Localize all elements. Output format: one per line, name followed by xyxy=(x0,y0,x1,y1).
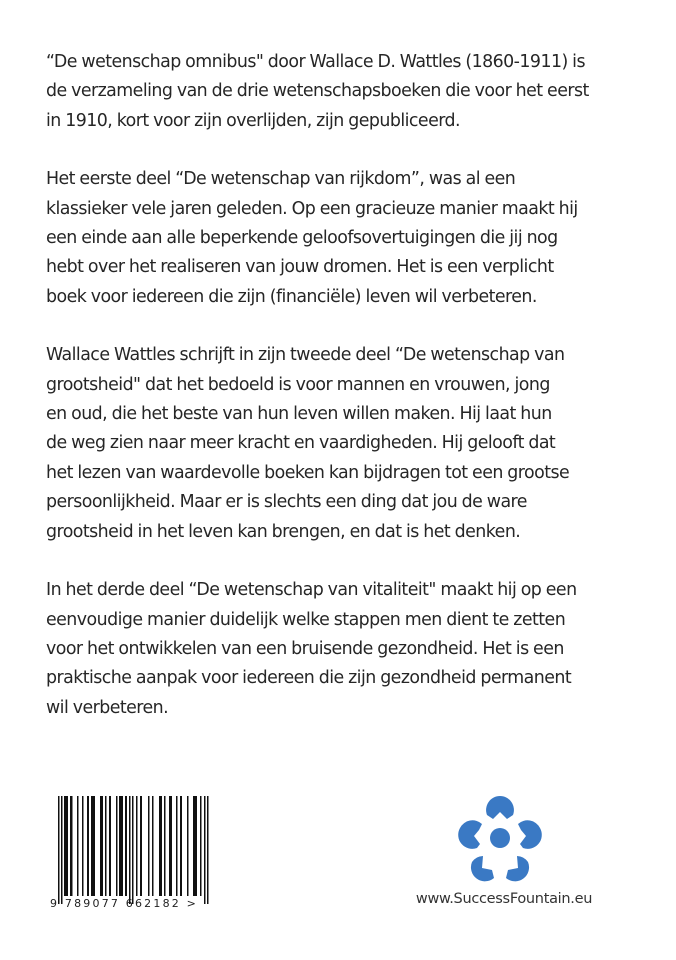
text-line: voor het ontwikkelen van een bruisende gezondheid. Het is een xyxy=(46,638,564,659)
publisher-website: www.SuccessFountain.eu xyxy=(415,891,593,907)
text-line: grootsheid" dat het bedoeld is voor mannen en vrouwen, jong xyxy=(46,374,550,395)
barcode-digits: 9 789077 662182 > xyxy=(50,897,199,910)
text-line: het lezen van waardevolle boeken kan bijdragen tot een grootse xyxy=(46,462,570,483)
paragraph-part-three xyxy=(46,576,656,723)
text-line: hebt over het realiseren van jouw dromen. Het is een verplicht xyxy=(46,257,554,278)
text-line: Het eerste deel “De wetenschap van rijkdom”, was al een xyxy=(46,169,516,190)
text-line: In het derde deel “De wetenschap van vitaliteit" maakt hij op een xyxy=(46,580,577,601)
paragraph-part-two xyxy=(46,341,656,547)
text-line: Wallace Wattles schrijft in zijn tweede deel “De wetenschap van xyxy=(46,345,565,366)
isbn-barcode xyxy=(50,796,230,911)
text-line: persoonlijkheid. Maar er is slechts een ding dat jou de ware xyxy=(46,492,527,513)
text-line: boek voor iedereen die zijn (financiële) leven wil verbeteren. xyxy=(46,286,537,307)
text-line: grootsheid in het leven kan brengen, en dat is het denken. xyxy=(46,521,521,542)
paragraph-part-one xyxy=(46,165,656,312)
text-line: de verzameling van de drie wetenschapsboeken die voor het eerst xyxy=(46,81,589,102)
text-line: in 1910, kort voor zijn overlijden, zijn gepubliceerd. xyxy=(46,110,460,131)
text-line: en oud, die het beste van hun leven willen maken. Hij laat hun xyxy=(46,404,552,425)
text-line: een einde aan alle beperkende geloofsovertuigingen die jij nog xyxy=(46,228,558,249)
text-line: praktische aanpak voor iedereen die zijn gezondheid permanent xyxy=(46,668,572,689)
text-line: wil verbeteren. xyxy=(46,697,169,718)
text-line: de weg zien naar meer kracht en vaardigheden. Hij gelooft dat xyxy=(46,433,556,454)
text-line: klassieker vele jaren geleden. Op een gracieuze manier maakt hij xyxy=(46,198,578,219)
text-line: eenvoudige manier duidelijk welke stappen men dient te zetten xyxy=(46,609,566,630)
barcode-bars-icon xyxy=(56,796,216,904)
paragraph-intro xyxy=(46,48,656,136)
back-cover-text xyxy=(46,48,656,752)
text-line: “De wetenschap omnibus" door Wallace D. Wattles (1860-1911) is xyxy=(46,52,585,72)
flower-logo-icon xyxy=(450,790,550,885)
